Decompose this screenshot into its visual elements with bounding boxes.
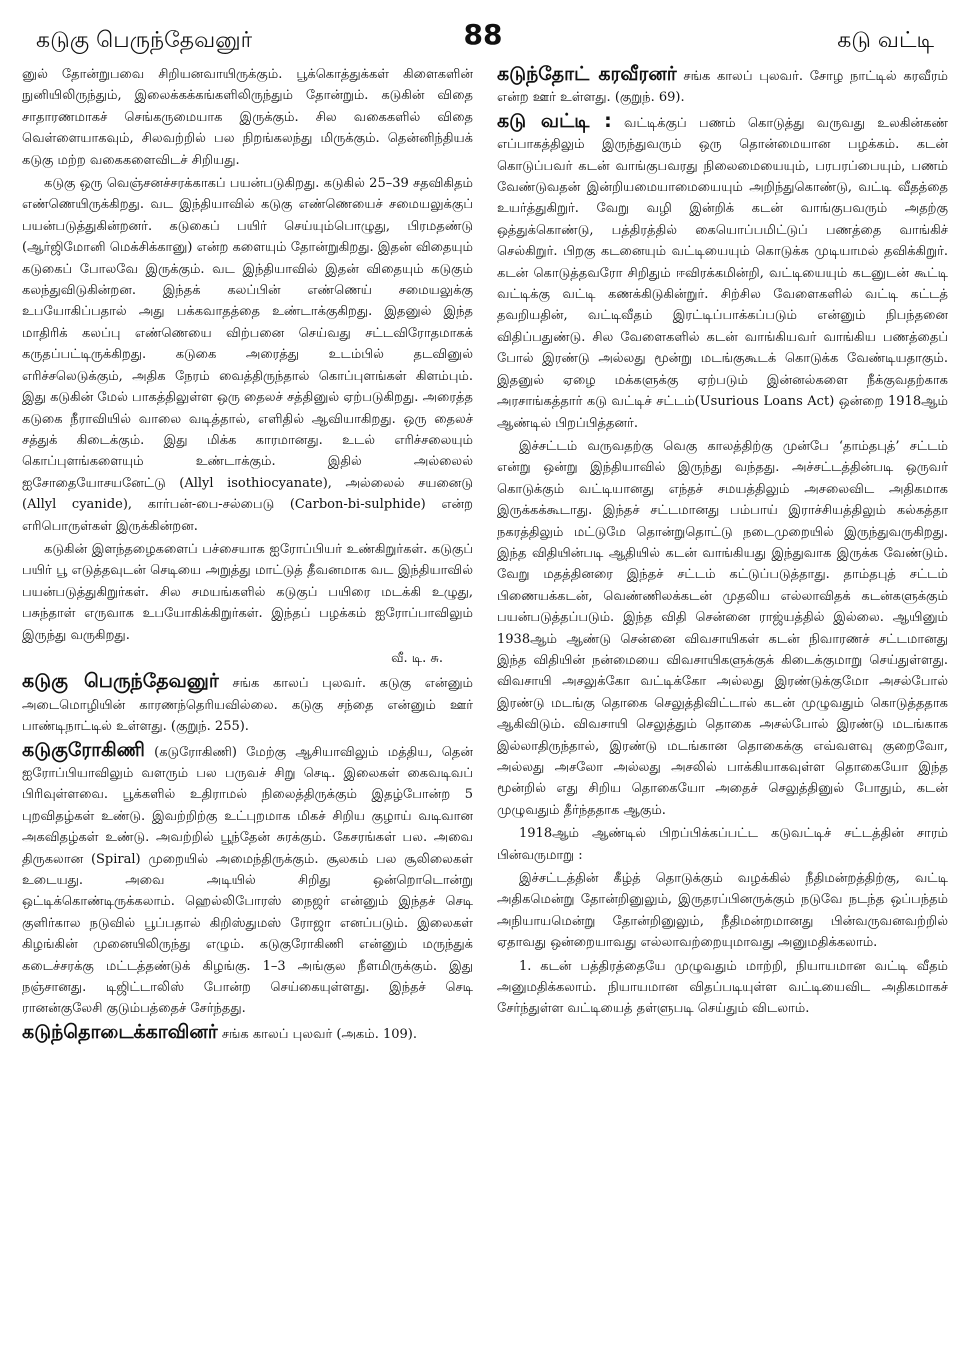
text-columns [22, 64, 948, 1364]
header-right-headword: கடு வட்டி [837, 28, 934, 53]
entry-text-thodaikkavinar: சங்க காலப் புலவர் (அகம். 109). [217, 1026, 417, 1042]
entry-kaduvatti [497, 111, 948, 434]
kaduvatti-paragraph-1: வட்டிக்குப் பணம் கொடுத்து வருவது உலகின்கண் எப்பாகத்திலும் இருந்துவரும் ஒரு தொன்மையான பழக்கம். கடன் கொடுப்பவர் கடன் வாங்குபவரது நிலைமையையும், பரபரப்பையும், பணம் வேண்டுவதன் இன்றியமையாமையையும் அறிந்துகொண்டு, வட்டி வீதத்தை உயர்த்துகிறுர். வேறு வழி இன்றிக் கடன் வாங்குபவரும் அதற்கு ஒத்துக்கொண்டு, பத்திரத்தில் கையொப்பமிட்டுப் பணத்தை வாங்கிச் செல்கிறுர். பிறகு கடனையும் வட்டியையும் கொடுக்க முடியாமல் தவிக்கிறுர். கடன் கொடுத்தவரோ சிறிதும் ஈவிரக்கமின்றி, வட்டியையும் கடனுடன் கூட்டி வட்டிக்கு வட்டி கணக்கிடுகின்றுர். சிற்சில வேளைகளில் வட்டி கட்டத் தவறியதின், வட்டிவீதம் இரட்டிப்பாக்கப்படும் என்னும் நிபந்தனை விதிப்பதுண்டு. சில வேளைகளில் கடன் வாங்கியவர் வாங்கிய பணத்தைப் போல் இரண்டு அல்லது மூன்று மடங்குகூடக் கொடுக்க வேண்டியதாகும். இதனுல் ஏழை மக்களுக்கு ஏற்படும் இன்னல்களை நீக்குவதற்காக அரசாங்கத்தார் கடு வட்டிச் சட்டம்(Usurious Loans Act) ஒன்றை 1918ஆம் ஆண்டில் பிறப்பித்தனர். [497, 115, 948, 431]
kaduvatti-paragraph-2: இச்சட்டம் வருவதற்கு வெகு காலத்திற்கு முன்பே ‘தாம்தபுத்’ சட்டம் என்று ஒன்று இந்தியாவில் இருந்து வந்தது. அச்சட்டத்தின்படி ஒருவர் கொடுக்கும் வட்டியானது எந்தச் சமயத்திலும் அசலைவிட அதிகமாக இருக்கக்கூடாது. இந்தச் சட்டமானது பம்பாய் இராச்சியத்திலும் கல்கத்தா நகரத்திலும் மட்டுமே தொன்றுதொட்டு நடைமுறையில் இருந்துவருகிறது. இந்த விதியின்படி ஆதியில் கடன் வாங்கியது இந்துவாக இருக்க வேண்டும். வேறு மதத்தினரை இந்தச் சட்டம் கட்டுப்படுத்தாது. தாம்தபுத் சட்டம் பிணையக்கடன், வெண்ணிலக்கடன் முதலிய எல்லாவிதக் கடன்களுக்கும் பயன்படுத்தப்படும். இந்த விதி சென்னை ராஜ்யத்தில் இல்லை. ஆயினும் 1938ஆம் ஆண்டு சென்னை விவசாயிகள் கடன் நிவாரணச் சட்டமானது இந்த விதியின் நன்மையை விவசாயிகளுக்குக் கிடைக்குமாறு செய்துள்ளது. விவசாயி அசலுக்கோ வட்டிக்கோ அல்லது இரண்டுக்குமோ அசல்போல் இரண்டு மடங்கு தொகை செலுத்திவிட்டால் கடன் முழுவதும் கொடுத்ததாக ஆகிவிடும். விவசாயி செலுத்தும் தொகை அசல்போல் இரண்டு மடங்காக இல்லாதிருந்தால், இரண்டு மடங்கான தொகைக்கு எவ்வளவு குறைவோ, அல்லது அசலோ அல்லது அசலில் பாக்கியாகவுள்ள தொகையோ இந்த மூன்றில் எது சிறிய தொகையோ அதைச் செலுத்தினுல் போதும், கடன் முழுவதும் தீர்ந்ததாக ஆகும். [497, 438, 948, 818]
mustard-paragraph-3: கடுகின் இளந்தழைகளைப் பச்சையாக ஐரோப்பியர் உண்கிறுர்கள். கடுகுப் பயிர் பூ எடுத்தவுடன் செடியை அறுத்து மாட்டுத் தீவனமாக வட இந்தியாவில் பயன்படுத்துகிறுர்கள். சில சமயங்களில் கடுகுப் பயிரை மடக்கி உழுது, பசுந்தாள் எருவாக உபயோகிக்கிறுர்கள். இந்தப் பழக்கம் ஐரோப்பாவிலும் இருந்து வருகிறது. [22, 541, 473, 643]
entry-text-karaveeranar: சங்க காலப் புலவர். சோழ நாட்டில் கரவீரம் என்ற ஊர் உள்ளது. (குறுந். 69). [497, 69, 948, 106]
kaduvatti-paragraph-3: 1918ஆம் ஆண்டில் பிறப்பிக்கப்பட்ட கடுவட்டிச் சட்டத்தின் சாரம் பின்வருமாறு : [497, 826, 948, 863]
page-header [22, 14, 944, 58]
headword-perunthevanar: கடுகு பெருந்தேவனுர் [22, 670, 219, 693]
header-left-headword: கடுகு பெருந்தேவனுர் [36, 28, 253, 53]
page-number: 88 [463, 18, 503, 51]
headword-kadukurohini: கடுகுரோகிணி [22, 738, 145, 761]
mustard-paragraph-2: கடுகு ஒரு வெஞ்சனச்சரக்காகப் பயன்படுகிறது. கடுகில் 25–39 சதவிகிதம் எண்ணெயிருக்கிறது. வட இந்தியாவில் கடுகு எண்ணெயைச் சமையலுக்குப் பயன்படுத்துகின்றனர். கடுகைப் பயிர் செய்யும்பொழுது, பிரமதண்டு (ஆர்ஜிமோனி மெக்சிக்கானு) என்ற களையும் தோன்றுகிறது. இதன் விதையும் கடுகைப் போலவே இருக்கும். வட இந்தியாவில் இதன் விதையும் கடுகும் கலந்துவிடுகின்றன. இந்தக் கலப்பின் எண்ணெய் சமையலுக்கு உபயோகிப்பதால் அது பக்கவாதத்தை உண்டாக்குகிறது. இதனுல் இந்த மாதிரிக் கலப்பு எண்ணெயை விற்பனை செய்வது சட்டவிரோதமாகக் கருதப்பட்டிருக்கிறது. கடுகை அரைத்து உடம்பில் தடவினுல் எரிச்சலெடுக்கும், அதிக நேரம் வைத்திருந்தால் கொப்புளங்கள் கிளம்பும். இது கடுகின் மேல் பாகத்திலுள்ள ஒரு தைலச் சத்தினுல் ஏற்படுகிறது. அரைத்த கடுகை நீராவியில் வாலை வடித்தால், எளிதில் ஆவியாகிறது. ஒரு தைலச் சத்துக் கிடைக்கும். இது மிக்க காரமானது. உடல் எரிச்சலையும் கொப்புளங்களையும் உண்டாக்கும். இதில் அல்லைல் ஐசோதையோசயனேட்டு (Allyl isothiocyanate), அல்லைல் சயனைடு (Allyl cyanide), கார்பன்-பை-சல்பைடு (Carbon-bi-sulphide) என்ற எரிபொருள்கள் இருக்கின்றன. [22, 176, 473, 534]
left-column [22, 64, 473, 1364]
entry-kadukurohini [22, 740, 473, 1020]
entry-karaveeranar [497, 64, 948, 109]
headword-karaveeranar: கடுந்தோட் கரவீரனர் [497, 64, 677, 85]
kaduvatti-list-item-1: 1. கடன் பத்திரத்தையே முழுவதும் மாற்றி, நியாயமான வட்டி வீதம் அனுமதிக்கலாம். நியாயமான விதப்படியுள்ள வட்டியைவிட அதிகமாகச் சேர்ந்துள்ள வட்டியைத் தள்ளுபடி செய்தும் விடலாம். [497, 958, 948, 1017]
headword-kaduvatti: கடு வட்டி : [497, 109, 612, 132]
entry-text-perunthevanar: சங்க காலப் புலவர். கடுகு என்னும் அடைமொழியின் காரணந்தெரியவில்லை. கடுகு சந்தை என்னும் ஊர் பாண்டிநாட்டில் உள்ளது. (குறுந். 255). [22, 676, 473, 735]
entry-perunthevanar [22, 671, 473, 737]
right-column [497, 64, 948, 1364]
headword-thodaikkavinar: கடுந்தொடைக்காவினர் [22, 1020, 218, 1043]
entry-text-kadukurohini: (கடுரோகிணி) மேற்கு ஆசியாவிலும் மத்திய, தென் ஐரோப்பியாவிலும் வளரும் பல பருவச் சிறு செடி. இலைகள் கைவடிவப் பிரிவுள்ளவை. பூக்களில் உதிராமல் நிலைத்திருக்கும் இதழ்போன்ற 5 புறவிதழ்கள் உண்டு. இவற்றிற்கு உட்புறமாக மிகச் சிறிய குழாய் வடிவான அகவிதழ்கள் உண்டு. அவற்றில் பூந்தேன் சுரக்கும். கேசரங்கள் பல. அவை திருகலான (Spiral) முறையில் அமைந்திருக்கும். சூலகம் பல சூலிலைகள் உடையது. அவை அடியில் சிறிது ஒன்றொடொன்று ஒட்டிக்கொண்டிருக்கலாம். ஹெல்லிபோரஸ் நைஜர் என்னும் இந்தச் செடி குளிர்கால நடுவில் பூப்பதால் கிறிஸ்துமஸ் ரோஜா எனப்படும். இலைகள் கிழங்கின் முனையிலிருந்து எழும். கடுகுரோகிணி என்னும் மருந்துக் கடைச்சரக்கு மட்டத்தண்டுக் கிழங்கு. 1–3 அங்குல நீளமிருக்கும். இது நஞ்சானது. டிஜிட்டாலிஸ் போன்ற செய்கையுள்ளது. இந்தச் செடி ரானன்குலேசி குடும்பத்தைச் சேர்ந்தது. [22, 744, 473, 1017]
author-signature: வீ. டி. சு. [391, 650, 443, 666]
entry-thodaikkavinar [22, 1022, 473, 1045]
kaduvatti-paragraph-4: இச்சட்டத்தின் கீழ்த் தொடுக்கும் வழக்கில் நீதிமன்றத்திற்கு, வட்டி அதிகமென்று தோன்றினுலும், இருதரப்பினருக்கும் நடுவே நடந்த ஒப்பந்தம் அநியாயமென்று தோன்றினுலும், நீதிமன்றமானது பின்வருவனவற்றில் ஏதாவது ஒன்றையாவது எல்லாவற்றையுமாவது அனுமதிக்கலாம். [497, 871, 948, 951]
mustard-continuation: னுல் தோன்றுபவை சிறியனவாயிருக்கும். பூக்கொத்துக்கள் கிளைகளின் நுனியிலிருந்தும், இலைக்கக்கங்களிலிருந்தும் தோன்றும். கடுகின் விதை சாதாரணமாகச் செங்கருமையாக இருக்கும். சில வகைகளில் விதை வெள்ளையாகவும், சிலவற்றில் பல நிறங்கலந்து மிருக்கும். தென்னிந்தியக் கடுகு மற்ற வகைகளைவிடச் சிறியது. [22, 67, 473, 168]
